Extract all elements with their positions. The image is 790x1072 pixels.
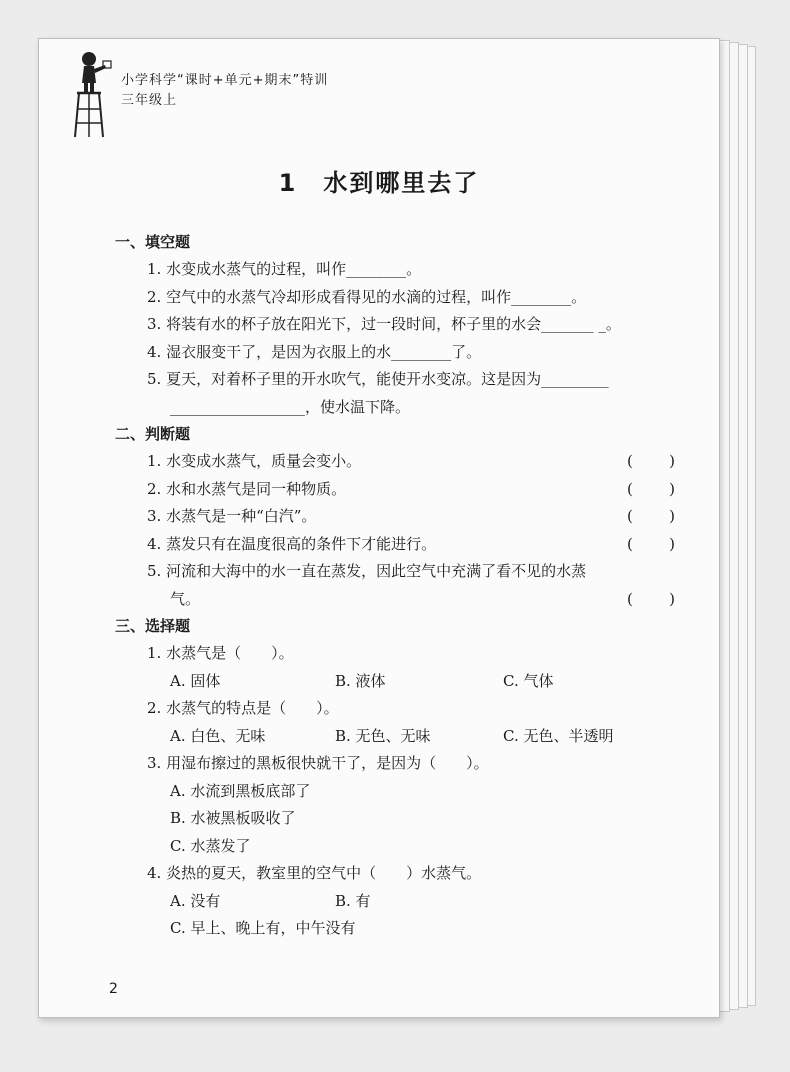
choice-options-row <box>115 888 675 916</box>
fill-section-heading: 一、填空题 <box>115 233 191 251</box>
choice-options-row <box>115 723 675 751</box>
fill-question: 1. 水变成水蒸气的过程，叫作________。 <box>147 260 422 278</box>
answer-parentheses: ( ) <box>627 479 675 498</box>
option-a: A. 没有 <box>170 891 221 910</box>
option-b: B. 水被黑板吸收了 <box>170 809 296 827</box>
judge-question-text: 1. 水变成水蒸气，质量会变小。 <box>147 452 362 470</box>
choice-options-row <box>115 668 675 696</box>
judge-question: 5. 河流和大海中的水一直在蒸发，因此空气中充满了看不见的水蒸 <box>147 562 587 580</box>
answer-parentheses: ( ) <box>627 452 675 470</box>
judge-question <box>115 448 675 476</box>
option-b: B. 有 <box>335 891 371 910</box>
judge-question <box>115 476 675 504</box>
judge-question-text: 4. 蒸发只有在温度很高的条件下才能进行。 <box>147 534 437 553</box>
judge-question-text: 3. 水蒸气是一种“白汽”。 <box>147 507 317 525</box>
exercise-content <box>115 229 675 943</box>
judge-section-heading: 二、判断题 <box>115 425 191 443</box>
judge-question-text: 2. 水和水蒸气是同一种物质。 <box>147 479 347 498</box>
choice-section-heading: 三、选择题 <box>115 617 191 635</box>
option-c: C. 气体 <box>503 671 554 690</box>
judge-question-continuation: 气。 ( ) <box>115 586 675 614</box>
option-a: A. 白色、无味 <box>170 726 266 745</box>
answer-parentheses: ( ) <box>627 507 675 525</box>
child-on-ladder-icon <box>73 47 117 139</box>
lesson-title <box>39 163 719 198</box>
option-b: B. 液体 <box>335 671 386 690</box>
option-b: B. 无色、无味 <box>335 726 431 745</box>
fill-question: 4. 湿衣服变干了，是因为衣服上的水________了。 <box>147 342 482 361</box>
lesson-title-text: 水到哪里去了 <box>323 169 480 197</box>
option-a: A. 固体 <box>170 671 221 690</box>
answer-parentheses: ( ) <box>627 534 675 553</box>
judge-question <box>115 503 675 531</box>
option-c: C. 早上、晚上有，中午没有 <box>170 919 356 937</box>
lesson-number: 1 <box>278 169 298 197</box>
book-title: 小学科学“课时+单元+期末”特训 <box>121 73 329 88</box>
fill-question: 5. 夏天，对着杯子里的开水吹气，能使开水变凉。这是因为_________ <box>147 370 609 388</box>
fill-question: 2. 空气中的水蒸气冷却形成看得见的水滴的过程，叫作________。 <box>147 287 587 306</box>
fill-question: 3. 将装有水的杯子放在阳光下，过一段时间，杯子里的水会_______ _。 <box>147 315 621 333</box>
choice-question-stem: 4. 炎热的夏天，教室里的空气中（ ）水蒸气。 <box>147 864 482 882</box>
grade-label: 三年级上 <box>121 93 178 108</box>
answer-parentheses: ( ) <box>627 589 675 608</box>
fill-question-continuation: __________________，使水温下降。 <box>170 397 411 416</box>
workbook-page <box>38 38 720 1018</box>
judge-question <box>115 531 675 559</box>
choice-question-stem: 1. 水蒸气是（ ）。 <box>147 644 294 662</box>
choice-question-stem: 2. 水蒸气的特点是（ ）。 <box>147 699 339 717</box>
option-a: A. 水流到黑板底部了 <box>170 781 311 800</box>
choice-question-stem: 3. 用湿布擦过的黑板很快就干了，是因为（ ）。 <box>147 754 489 772</box>
page-number: 2 <box>109 981 118 997</box>
option-c: C. 无色、半透明 <box>503 726 614 745</box>
option-c: C. 水蒸发了 <box>170 836 251 855</box>
book-header <box>121 71 328 111</box>
